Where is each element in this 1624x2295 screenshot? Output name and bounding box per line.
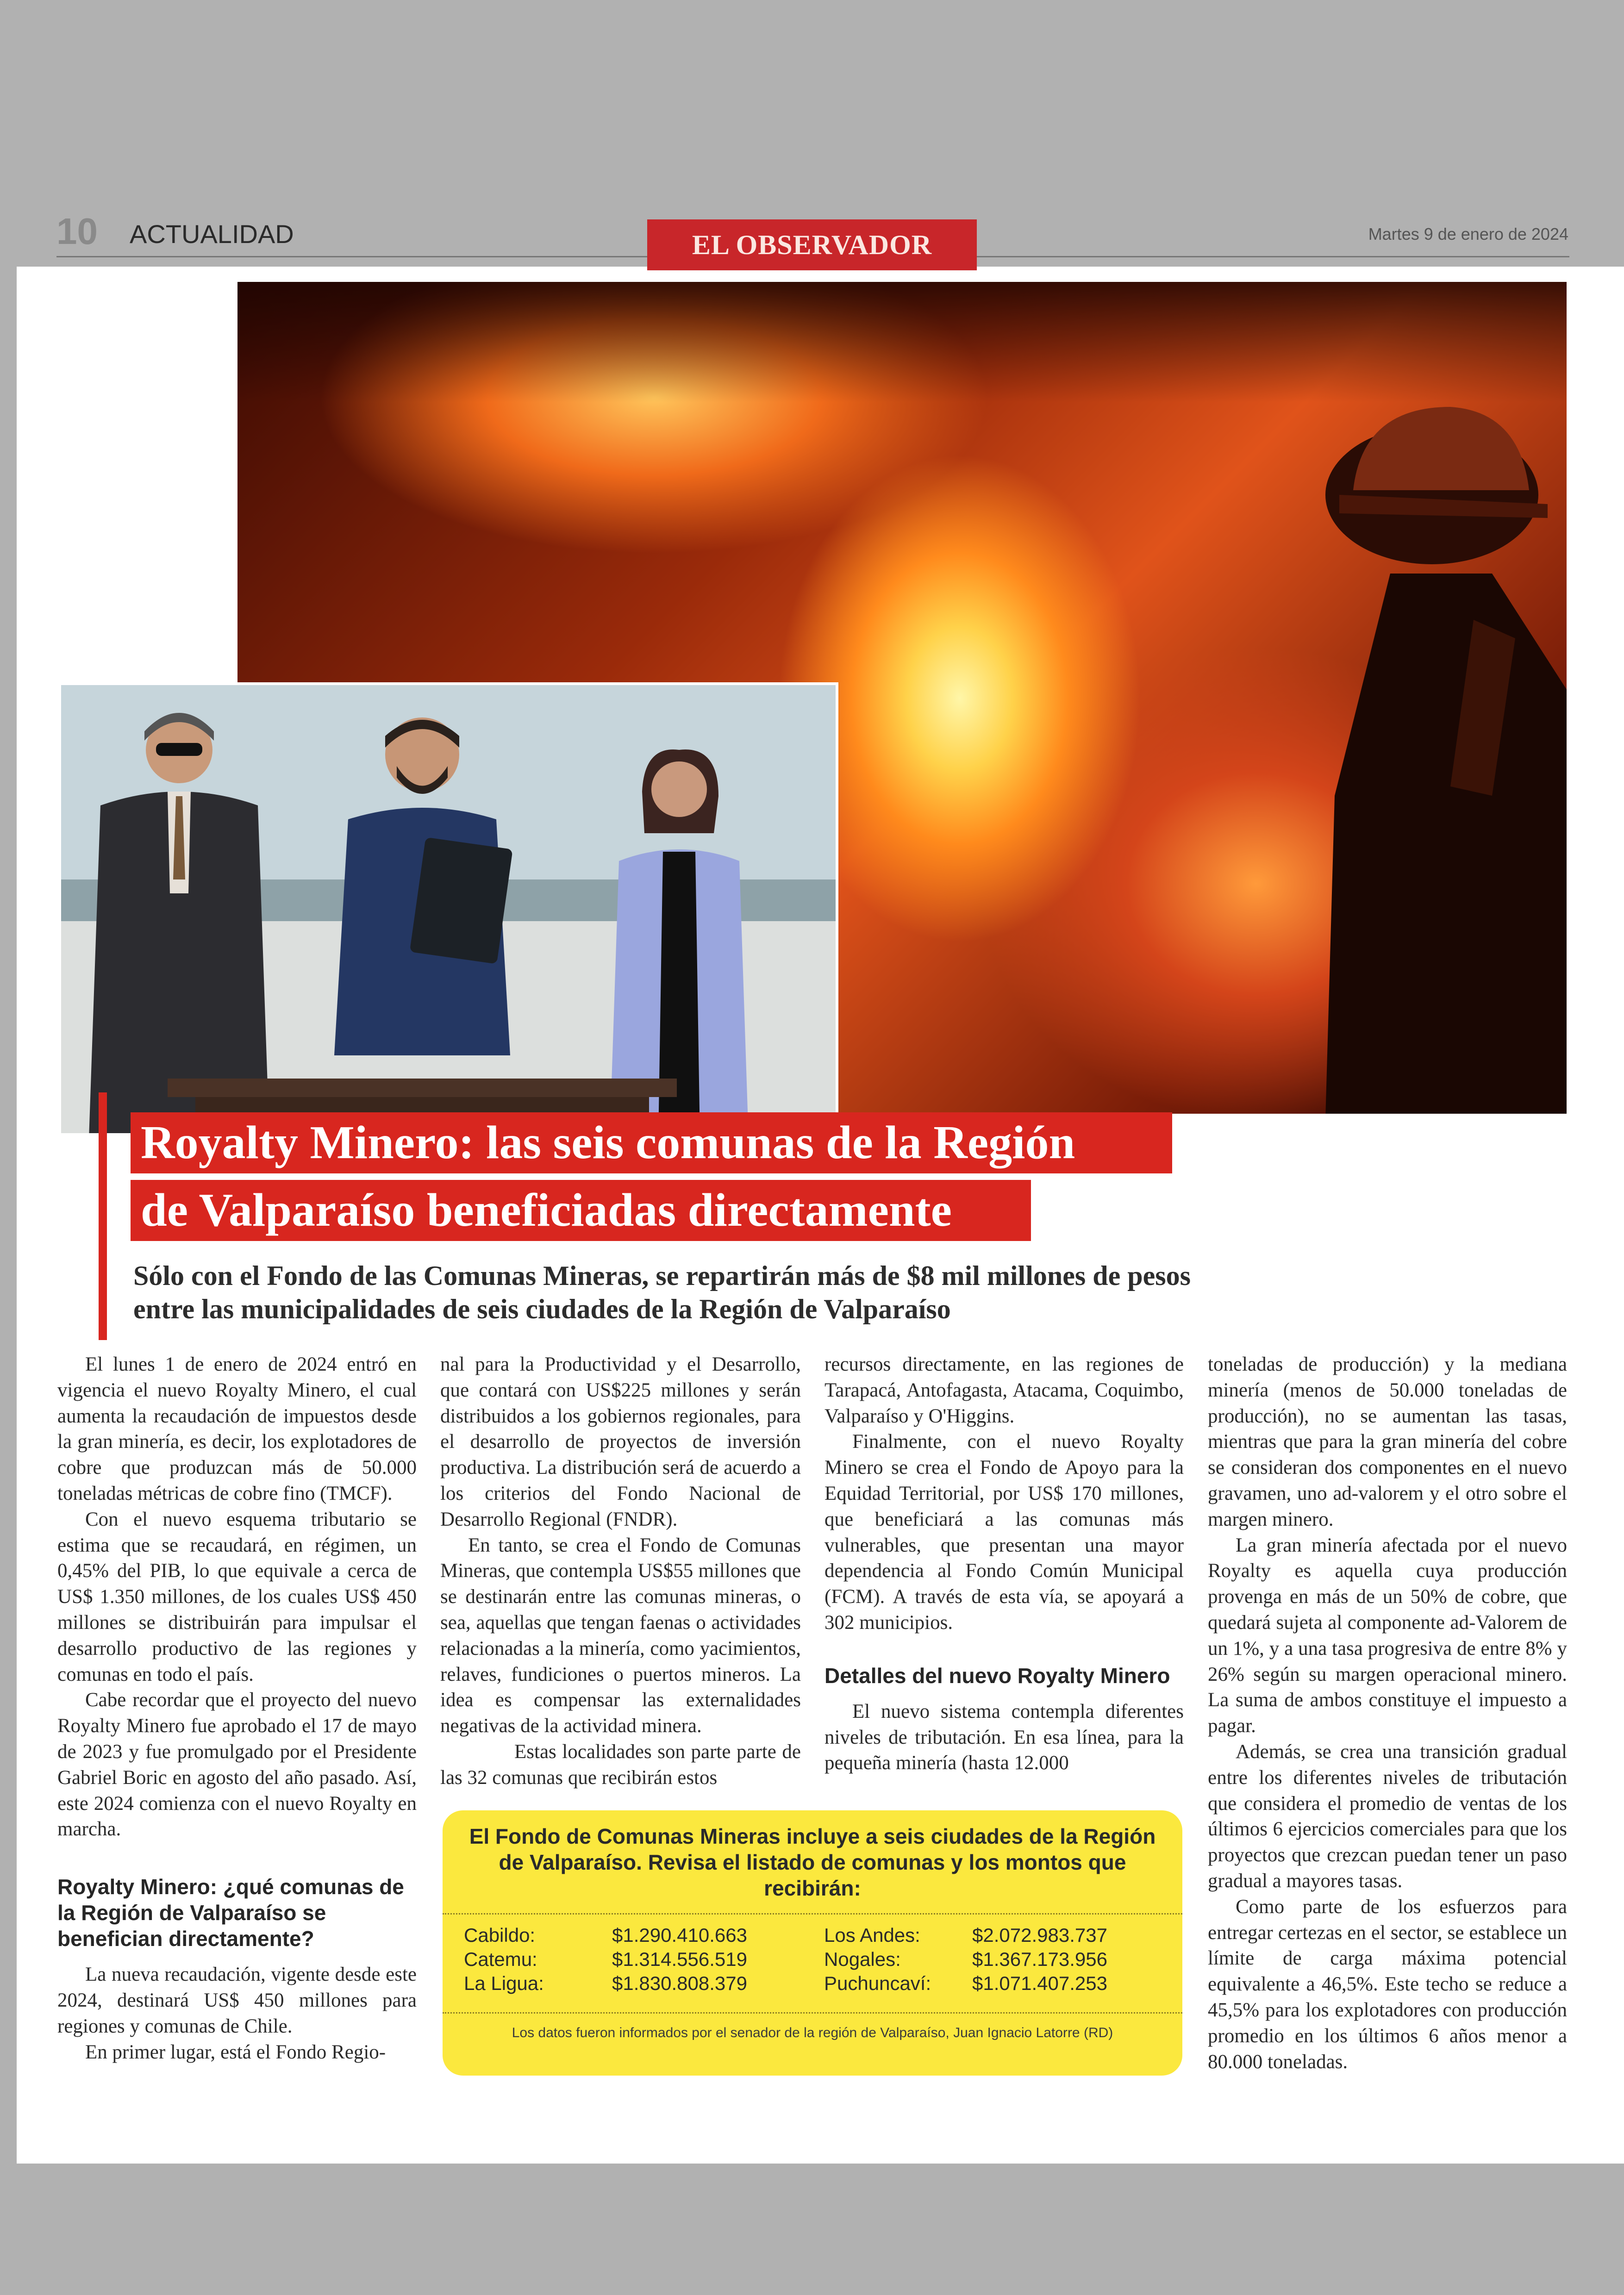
commune-amount: $1.367.173.956: [972, 1948, 1107, 1970]
headline-accent-bar: [99, 1092, 107, 1340]
paragraph: La nueva recaudación, vigente desde este 2024, destinará US$ 450 millones para regiones y comunas de Chile.: [57, 1964, 417, 2037]
paragraph: La gran minería afectada por el nuevo Royalty es aquella cuya producción provenga en más de un 50% de cobre, que quedará sujeta al componente ad-Valorem de un 1%, y a una tasa progresiva de entre 8% y 26% según su margen operacional minero. La suma de ambos constituye el impuesto a pagar.: [1208, 1534, 1567, 1737]
commune-amount: $1.830.808.379: [612, 1972, 747, 1994]
info-box-title: El Fondo de Comunas Mineras incluye a seis ciudades de la Región de Valparaíso. Revisa el listado de comunas y los montos que recibirán:: [469, 1824, 1156, 1900]
paragraph: Como parte de los esfuerzos para entregar certezas en el sector, se establece un límite de carga máxima potencial equivalente a 46,5%. Este techo se reduce a 45,5% para los explotadores con producción promedio en los últimos 6 años menor a 80.000 toneladas.: [1208, 1896, 1567, 2073]
headline-line-2: de Valparaíso beneficiadas directamente: [131, 1180, 1031, 1241]
worker-silhouette: [1298, 379, 1567, 1114]
commune-amount: $1.290.410.663: [612, 1924, 747, 1946]
commune-amount: $1.071.407.253: [972, 1972, 1107, 1994]
issue-date: Martes 9 de enero de 2024: [1368, 225, 1568, 243]
commune-name: La Ligua:: [464, 1972, 544, 1994]
paragraph: En primer lugar, está el Fondo Regio-: [85, 2041, 386, 2063]
paragraph: recursos directamente, en las regiones de Tarapacá, Antofagasta, Atacama, Coquimbo, Valparaíso y O'Higgins.: [824, 1353, 1184, 1427]
officials-illustration: [61, 685, 838, 1136]
paragraph: Estas localidades son parte parte de las 32 comunas que recibirán estos: [440, 1740, 801, 1789]
section-subtitle: Royalty Minero: ¿qué comunas de la Región de Valparaíso se benefician directamente?: [57, 1875, 404, 1951]
paragraph: En tanto, se crea el Fondo de Comunas Mineras, que contempla US$55 millones que se destinarán entre las comunas mineras, o sea, aquellas que tengan faenas o actividades relacionadas a la minería, como yacimientos, relaves, fundiciones o puertos mineros. La idea es compensar las externalidades negativas de la actividad minera.: [440, 1534, 801, 1737]
page-number: 10: [56, 211, 98, 252]
paragraph: Finalmente, con el nuevo Royalty Minero se crea el Fondo de Apoyo para la Equidad Territorial, por US$ 170 millones, que beneficiará a las comunas más vulnerables, que presentan una mayor dependencia al Fondo Común Municipal (FCM). A través de esta vía, se apoyará a 302 municipios.: [824, 1431, 1184, 1634]
info-box-footnote: Los datos fueron informados por el senador de la región de Valparaíso, Juan Ignacio Latorre (RD): [512, 2025, 1113, 2040]
section-subtitle: Detalles del nuevo Royalty Minero: [824, 1663, 1170, 1688]
paragraph: El nuevo sistema contempla diferentes niveles de tributación. En esa línea, para la pequeña minería (hasta 12.000: [824, 1700, 1184, 1774]
paragraph: Con el nuevo esquema tributario se estima que se recaudará, en régimen, un 0,45% del PIB, lo que equivale a cerca de US$ 1.350 millones, de los cuales US$ 450 millones se distribuirán para impulsar el desarrollo productivo de las regiones y comunas en todo el país.: [57, 1508, 417, 1685]
article-column-1: [57, 1352, 417, 2065]
masthead-logo: EL OBSERVADOR: [647, 219, 977, 270]
paragraph: Además, se crea una transición gradual entre los diferentes niveles de tributación que considera el promedio de ventas de los últimos 6 ejercicios comerciales para que los proyectos que crezcan puedan tener un paso gradual a mayores tasas.: [1208, 1740, 1567, 1892]
commune-name: Nogales:: [824, 1948, 901, 1970]
communes-info-box: [443, 1810, 1182, 2076]
subheadline: Sólo con el Fondo de las Comunas Mineras, se repartirán más de $8 mil millones de pesos entre las municipalidades de seis ciudades de la Región de Valparaíso: [133, 1260, 1191, 1324]
article-column-3: [824, 1352, 1184, 1776]
commune-amount: $2.072.983.737: [972, 1924, 1107, 1946]
paragraph: Cabe recordar que el proyecto del nuevo Royalty Minero fue aprobado el 17 de mayo de 2023 y fue promulgado por el Presidente Gabriel Boric en agosto del año pasado. Así, este 2024 comienza con el nuevo Royalty en marcha.: [57, 1689, 417, 1840]
headline-line-1: Royalty Minero: las seis comunas de la Región: [131, 1112, 1172, 1173]
article-column-2: [440, 1352, 801, 1791]
commune-amount: $1.314.556.519: [612, 1948, 747, 1970]
section-label: ACTUALIDAD: [130, 219, 294, 249]
dotted-divider: [443, 2012, 1182, 2014]
paragraph: nal para la Productividad y el Desarrollo, que contará con US$225 millones y serán distribuidos a los gobiernos regionales, para el desarrollo de proyectos de inversión productiva. La distribución será de acuerdo a los criterios del Fondo Nacional de Desarrollo Regional (FNDR).: [440, 1353, 801, 1530]
dotted-divider: [443, 1913, 1182, 1915]
commune-name: Cabildo:: [464, 1924, 536, 1946]
commune-name: Los Andes:: [824, 1924, 920, 1946]
commune-name: Puchuncaví:: [824, 1972, 931, 1994]
paragraph: El lunes 1 de enero de 2024 entró en vigencia el nuevo Royalty Minero, el cual aumenta la recaudación de impuestos desde la gran minería, es decir, los explotadores de cobre que produzcan más de 50.000 toneladas métricas de cobre fino (TMCF).: [57, 1353, 417, 1504]
article-column-4: [1208, 1352, 1567, 2075]
commune-name: Catemu:: [464, 1948, 537, 1970]
officials-photo: [58, 682, 838, 1136]
paragraph: toneladas de producción) y la mediana minería (menos de 50.000 toneladas de producción), no se aumentan las tasas, mientras que para la gran minería del cobre se consideran dos componentes en el nuevo gravamen, uno ad-valorem y el otro sobre el margen minero.: [1208, 1353, 1567, 1530]
